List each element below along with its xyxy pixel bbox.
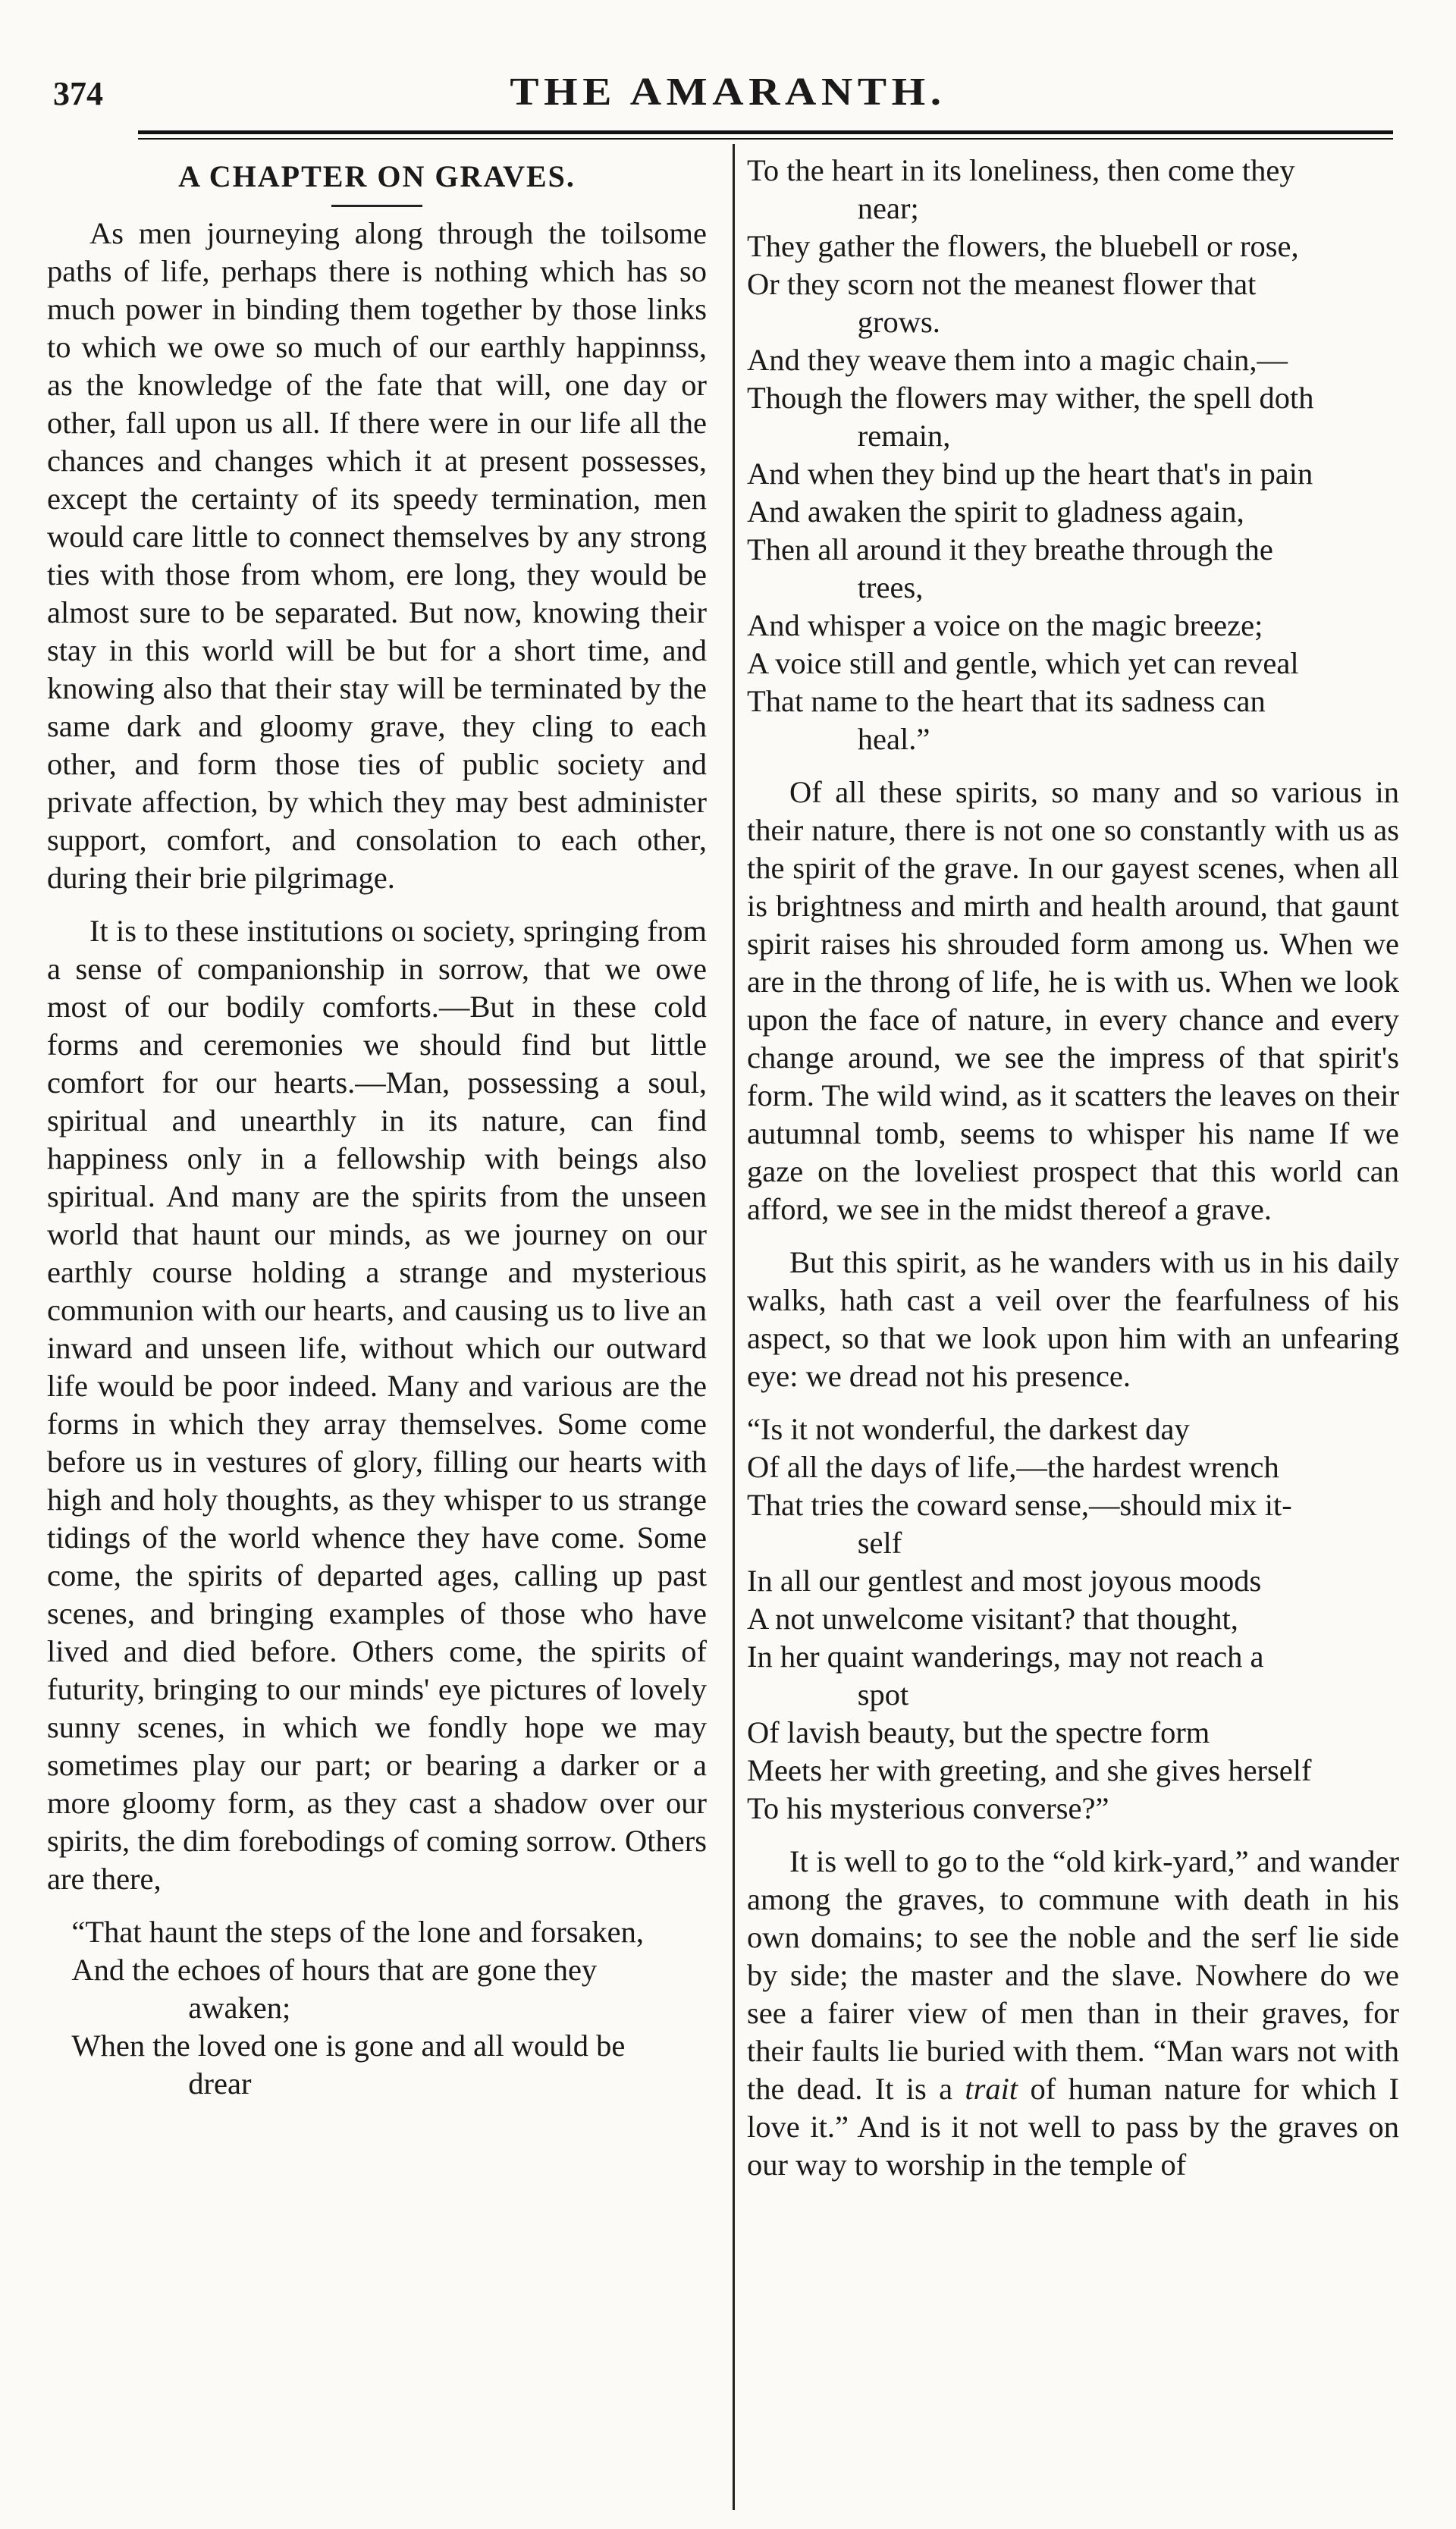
verse-line: self <box>857 1526 902 1560</box>
verse-line: near; <box>857 191 919 225</box>
verse-line: That tries the coward sense,—should mix it- <box>747 1488 1292 1522</box>
verse-line: And when they bind up the heart that's in pain <box>747 457 1313 491</box>
verse-line: heal.” <box>857 722 930 756</box>
verse-line: Though the flowers may wither, the spell doth <box>747 381 1314 415</box>
article-title: A CHAPTER ON GRAVES. <box>178 159 576 193</box>
verse-line: That name to the heart that its sadness can <box>747 684 1266 718</box>
paragraph-5 <box>747 1843 1399 2184</box>
page-number: 374 <box>53 75 103 112</box>
verse-line: Then all around it they breathe through the <box>747 532 1273 566</box>
verse-line: Of all the days of life,—the hardest wrench <box>747 1450 1279 1484</box>
paragraph-5-text-a: It is well to go to the “old kirk-yard,” and wander among the graves, to commune with death in his own domains; to see the noble and the serf lie side by side; the master and the slave. Nowhere do we see a fairer view of men than in their graves, for their faults lie buried with them. “Man wars not with the dead. It is a <box>747 1844 1399 2106</box>
verse-line: remain, <box>857 419 951 453</box>
italic-word: trait <box>965 2072 1018 2106</box>
verse-line: trees, <box>857 570 924 604</box>
verse-line: A not unwelcome visitant? that thought, <box>747 1602 1238 1636</box>
header-rule-thick <box>138 130 1393 134</box>
verse-line: And awaken the spirit to gladness again, <box>747 494 1244 529</box>
verse-line: To the heart in its loneliness, then come they <box>747 153 1295 187</box>
verse-right-1 <box>747 152 1399 758</box>
paragraph-3: Of all these spirits, so many and so various in their nature, there is not one so constantly with us as the spirit of the grave. In our gayest scenes, when all is brightness and mirth and health around, that gaunt spirit raises his shrouded form among us. When we are in the throng of life, he is with us. When we look upon the face of nature, in every chance and every change around, we see the impress of that spirit's form. The wild wind, as it scatters the leaves on their autumnal tomb, seems to whisper his name If we gaze on the loveliest prospect that this world can afford, we see in the midst thereof a grave. <box>747 775 1399 1226</box>
verse-line: And the echoes of hours that are gone they <box>71 1953 598 1987</box>
verse-line: They gather the flowers, the bluebell or rose, <box>747 229 1299 263</box>
paragraph-1: As men journeying along through the toilsome paths of life, perhaps there is nothing which has so much power in binding them together by those links to which we owe so much of our earthly happinnss, as the knowledge of the fate that will, one day or other, fall upon us all. If there were in our life all the chances and changes which it at present possesses, except the certainty of its speedy termination, men would care little to connect themselves by any strong ties with those from whom, ere long, they would be almost sure to be separated. But now, knowing their stay in this world will be but for a short time, and knowing also that their stay will be terminated by the same dark and gloomy grave, they cling to each other, and form those ties of public society and private affection, by which they may best administer support, comfort, and consolation to each other, during their brie pilgrimage. <box>47 216 707 895</box>
verse-right-2 <box>747 1410 1399 1828</box>
running-head: THE AMARANTH. <box>510 71 946 114</box>
verse-line: Or they scorn not the meanest flower that <box>747 267 1257 301</box>
page-header <box>0 0 1456 136</box>
paragraph-4: But this spirit, as he wanders with us in his daily walks, hath cast a veil over the fearfulness of his aspect, so that we look upon him with an unfearing eye: we dread not his presence. <box>747 1245 1399 1393</box>
verse-line: And they weave them into a magic chain,— <box>747 343 1288 377</box>
paragraph-5-text-b: of human nature for which I love it.” And is it not well to pass by the graves on our way to worship in the temple of <box>747 2072 1399 2182</box>
verse-line: spot <box>857 1677 909 1712</box>
right-column <box>747 152 1399 2199</box>
verse-line: And whisper a voice on the magic breeze; <box>747 608 1263 642</box>
title-rule <box>331 205 422 207</box>
column-divider <box>733 144 735 2510</box>
verse-line: When the loved one is gone and all would be <box>71 2029 626 2063</box>
verse-line: Meets her with greeting, and she gives herself <box>747 1753 1312 1787</box>
left-column <box>47 152 707 2118</box>
verse-line: In her quaint wanderings, may not reach a <box>747 1639 1264 1674</box>
verse-line: awaken; <box>188 1991 291 2025</box>
verse-line: A voice still and gentle, which yet can reveal <box>747 646 1299 680</box>
paragraph-2: It is to these institutions oı society, springing from a sense of companionship in sorrow, that we owe most of our bodily comforts.—But in these cold forms and ceremonies we should find but little comfort for our hearts.—Man, possessing a soul, spiritual and unearthly in its nature, can find happiness only in a fellowship with beings also spiritual. And many are the spirits from the unseen world that haunt our minds, as we journey on our earthly course holding a strange and mysterious communion with our hearts, and causing us to live an inward and unseen life, without which our outward life would be poor indeed. Many and various are the forms in which they array themselves. Some come before us in vestures of glory, filling our hearts with high and holy thoughts, as they whisper to us strange tidings of the world whence they have come. Some come, the spirits of departed ages, calling up past scenes, and bringing examples of those who have lived and died before. Others come, the spirits of futurity, bringing to our minds' eye pictures of lovely sunny scenes, in which we fondly hope we may sometimes play our part; or bearing a darker or a more gloomy form, as they cast a shadow over our spirits, the dim forebodings of coming sorrow. Others are there, <box>47 914 707 1896</box>
verse-line: “That haunt the steps of the lone and forsaken, <box>71 1915 645 1949</box>
verse-line: grows. <box>857 305 940 339</box>
header-rule-thin <box>138 138 1393 140</box>
verse-left <box>47 1913 707 2103</box>
verse-line: Of lavish beauty, but the spectre form <box>747 1715 1210 1749</box>
verse-line: In all our gentlest and most joyous moods <box>747 1564 1262 1598</box>
verse-line: drear <box>188 2066 252 2101</box>
verse-line: “Is it not wonderful, the darkest day <box>747 1412 1190 1446</box>
verse-line: To his mysterious converse?” <box>747 1791 1109 1825</box>
